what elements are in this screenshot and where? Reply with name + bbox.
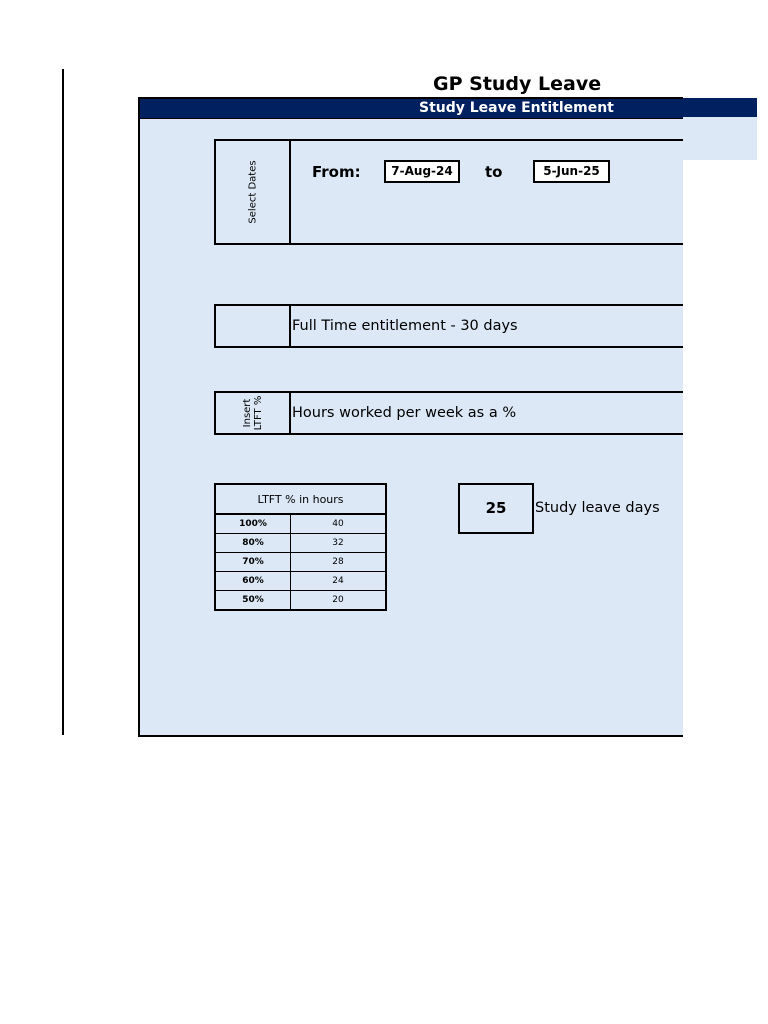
entitlement-row	[214, 304, 683, 348]
pct-cell: 70%	[215, 553, 291, 572]
banner-extension	[681, 98, 757, 117]
insert-ltft-label-text: Insert LTFT %	[241, 395, 264, 431]
banner-title: Study Leave Entitlement	[419, 100, 614, 116]
insert-ltft-label	[242, 393, 264, 433]
select-dates-label: Select Dates	[247, 160, 258, 224]
ltft-row	[214, 391, 683, 435]
to-date-field[interactable]: 5-Jun-25	[533, 160, 610, 183]
ltft-hours-table	[214, 483, 387, 611]
table-row	[215, 514, 386, 534]
date-selection-section	[214, 139, 683, 245]
pct-cell: 60%	[215, 572, 291, 591]
table-row	[215, 572, 386, 591]
pct-cell: 80%	[215, 534, 291, 553]
worksheet-panel	[138, 97, 683, 737]
table-row	[215, 553, 386, 572]
select-dates-label-cell	[216, 141, 291, 243]
hours-cell: 40	[291, 514, 387, 534]
from-date-field[interactable]: 7-Aug-24	[384, 160, 460, 183]
table-row	[215, 591, 386, 611]
study-leave-days-value: 25	[458, 483, 534, 534]
from-label: From:	[312, 163, 361, 181]
left-margin-rule	[62, 69, 64, 735]
page-title: GP Study Leave	[433, 73, 602, 95]
to-label: to	[485, 163, 503, 181]
hours-cell: 32	[291, 534, 387, 553]
pct-cell: 50%	[215, 591, 291, 611]
ltft-table-header: LTFT % in hours	[215, 484, 386, 514]
entitlement-input-cell[interactable]	[216, 306, 291, 346]
hours-cell: 28	[291, 553, 387, 572]
ltft-input-cell[interactable]	[216, 393, 291, 433]
section-banner	[140, 99, 683, 119]
background-extension	[681, 117, 757, 160]
hours-cell: 20	[291, 591, 387, 611]
pct-cell: 100%	[215, 514, 291, 534]
table-row	[215, 534, 386, 553]
hours-text: Hours worked per week as a %	[292, 405, 517, 421]
entitlement-text: Full Time entitlement - 30 days	[292, 318, 518, 334]
study-leave-days-label: Study leave days	[535, 500, 660, 516]
hours-cell: 24	[291, 572, 387, 591]
